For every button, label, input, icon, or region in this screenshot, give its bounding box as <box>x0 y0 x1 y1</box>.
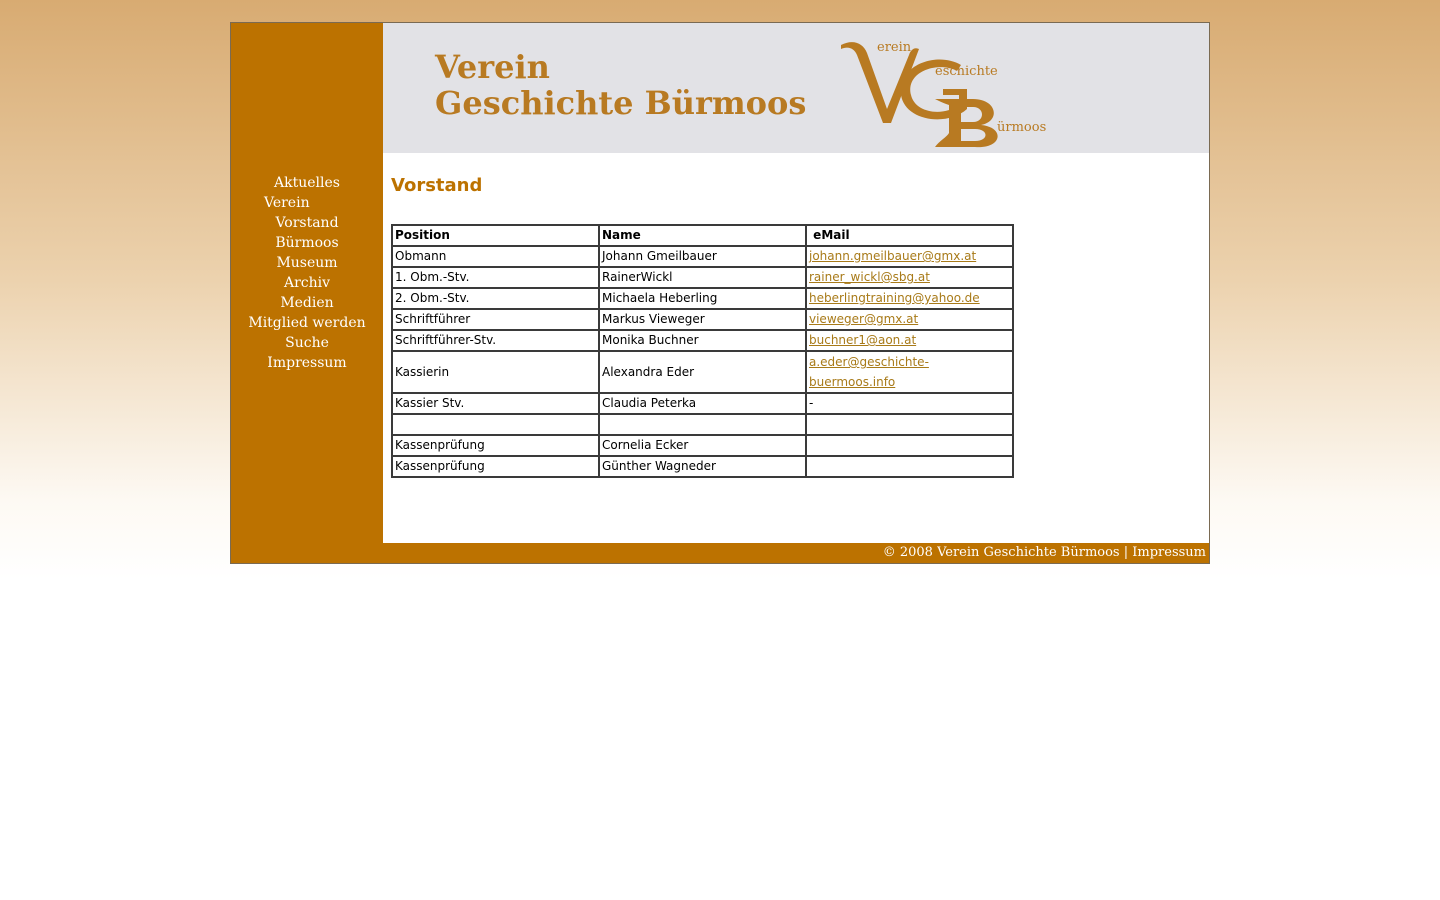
table-row <box>392 267 1013 288</box>
cell-name: Markus Vieweger <box>599 309 806 330</box>
cell-name: Günther Wagneder <box>599 456 806 477</box>
site-title <box>435 49 806 121</box>
cell-name: Michaela Heberling <box>599 288 806 309</box>
cell-name <box>599 414 806 435</box>
email-link[interactable]: vieweger@gmx.at <box>809 312 919 326</box>
nav-item-medien[interactable]: Medien <box>280 295 334 311</box>
table-row <box>392 435 1013 456</box>
nav-item-archiv[interactable]: Archiv <box>283 275 331 291</box>
logo-word-verein: erein <box>877 40 912 55</box>
nav-item-aktuelles[interactable]: Aktuelles <box>274 175 340 191</box>
table-row <box>392 330 1013 351</box>
column-header-position: Position <box>392 225 599 246</box>
cell-email <box>806 267 1013 288</box>
cell-name: Alexandra Eder <box>599 351 806 393</box>
cell-name: Claudia Peterka <box>599 393 806 414</box>
cell-position: Kassenprüfung <box>392 456 599 477</box>
cell-position: Schriftführer <box>392 309 599 330</box>
table-row <box>392 351 1013 393</box>
cell-email <box>806 414 1013 435</box>
site-title-line1: Verein <box>435 48 550 86</box>
cell-name: Monika Buchner <box>599 330 806 351</box>
logo-word-buermoos: ürmoos <box>997 120 1047 135</box>
cell-position: Schriftführer-Stv. <box>392 330 599 351</box>
page-container <box>230 22 1210 564</box>
cell-name: Johann Gmeilbauer <box>599 246 806 267</box>
column-header-email: eMail <box>806 225 1013 246</box>
page-title: Vorstand <box>391 175 483 196</box>
cell-position <box>392 414 599 435</box>
table-row <box>392 309 1013 330</box>
table-row <box>392 456 1013 477</box>
email-link[interactable]: a.eder@geschichte-buermoos.info <box>809 355 929 389</box>
table-row <box>392 288 1013 309</box>
nav-item-impressum[interactable]: Impressum <box>267 355 347 371</box>
cell-email <box>806 246 1013 267</box>
cell-email <box>806 435 1013 456</box>
cell-email <box>806 330 1013 351</box>
email-link[interactable]: heberlingtraining@yahoo.de <box>809 291 980 305</box>
cell-position: Kassier Stv. <box>392 393 599 414</box>
cell-email <box>806 456 1013 477</box>
nav-item-vorstand[interactable]: Vorstand <box>275 215 339 231</box>
cell-name: RainerWickl <box>599 267 806 288</box>
board-table <box>391 224 1014 478</box>
footer-copyright: © 2008 Verein Geschichte Bürmoos <box>882 545 1120 560</box>
email-link[interactable]: rainer_wickl@sbg.at <box>809 270 930 284</box>
main-navigation <box>231 173 383 373</box>
header-banner <box>383 23 1209 153</box>
nav-item-museum[interactable]: Museum <box>276 255 338 271</box>
table-header-row <box>392 225 1013 246</box>
cell-position: Kassierin <box>392 351 599 393</box>
cell-name: Cornelia Ecker <box>599 435 806 456</box>
cell-position: Kassenprüfung <box>392 435 599 456</box>
cell-position: 1. Obm.-Stv. <box>392 267 599 288</box>
email-link[interactable]: johann.gmeilbauer@gmx.at <box>809 249 977 263</box>
logo-word-geschichte: eschichte <box>935 64 998 79</box>
cell-position: Obmann <box>392 246 599 267</box>
cell-position: 2. Obm.-Stv. <box>392 288 599 309</box>
cell-email <box>806 309 1013 330</box>
email-link[interactable]: buchner1@aon.at <box>809 333 917 347</box>
content-area <box>383 153 1207 543</box>
vgb-logo-icon <box>839 37 1059 149</box>
table-row <box>392 393 1013 414</box>
nav-item-suche[interactable]: Suche <box>285 335 329 351</box>
cell-email <box>806 351 1013 393</box>
cell-email: - <box>806 393 1013 414</box>
nav-item-mitglied-werden[interactable]: Mitglied werden <box>248 315 366 331</box>
table-row <box>392 414 1013 435</box>
nav-item-verein[interactable]: Verein <box>264 195 310 211</box>
footer-separator: | <box>1119 545 1133 560</box>
sidebar <box>231 23 383 563</box>
column-header-name: Name <box>599 225 806 246</box>
footer-impressum-link[interactable]: Impressum <box>1132 545 1206 560</box>
site-title-line2: Geschichte Bürmoos <box>435 84 807 122</box>
footer <box>383 543 1209 563</box>
cell-email <box>806 288 1013 309</box>
table-row <box>392 246 1013 267</box>
nav-item-buermoos[interactable]: Bürmoos <box>275 235 339 251</box>
